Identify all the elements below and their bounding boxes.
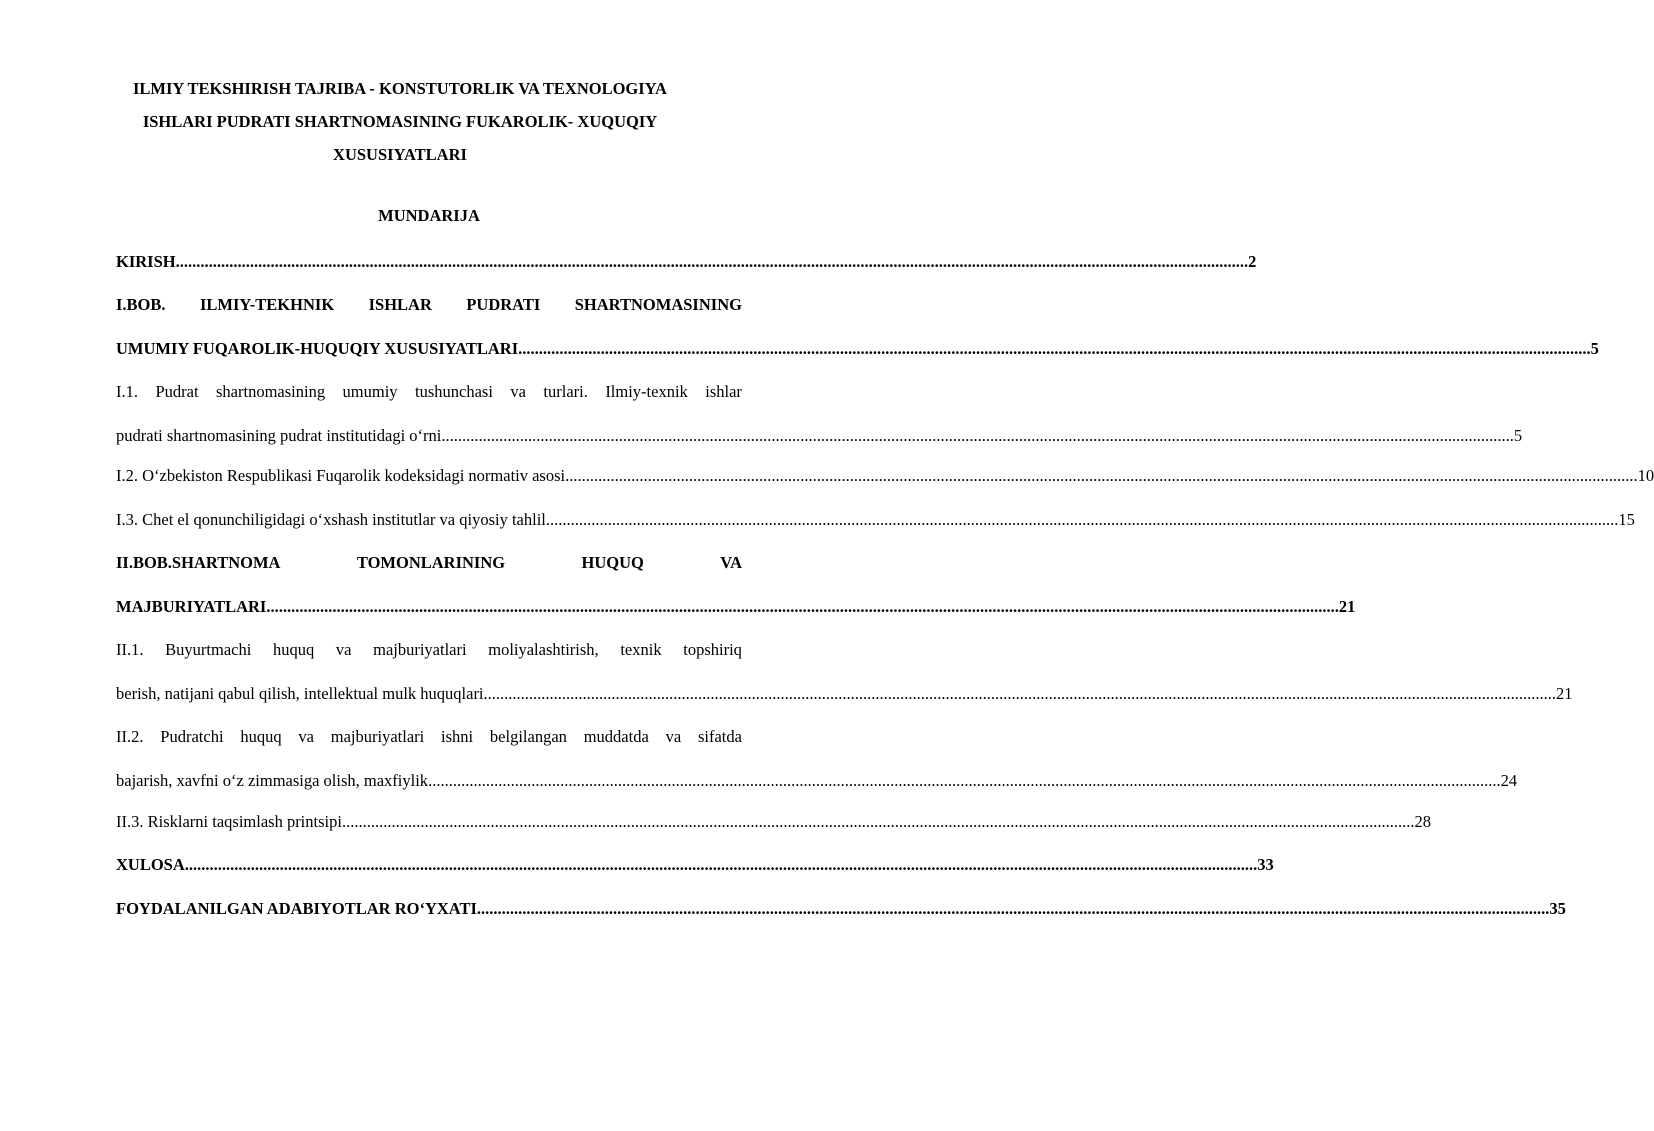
- word: majburiyatlari: [373, 640, 467, 659]
- word: va: [665, 727, 682, 746]
- dot-leader: [565, 454, 1638, 498]
- word: ILMIY-TEKHNIK: [199, 295, 335, 314]
- toc-entry-references[interactable]: [116, 887, 1566, 931]
- toc-page-number: 5: [1513, 426, 1523, 445]
- word: huquq: [240, 727, 282, 746]
- word: huquq: [272, 640, 315, 659]
- word: Ilmiy-texnik: [605, 382, 688, 401]
- word: belgilangan: [489, 727, 567, 746]
- word: ishlar: [705, 382, 742, 401]
- toc-page-number: 21: [1556, 684, 1573, 703]
- title-line-1: ILMIY TEKSHIRISH TAJRIBA - KONSTUTORLIK VA TEXNOLOGIYA: [133, 79, 667, 98]
- dot-leader: [428, 759, 1501, 803]
- toc-entry-label: KIRISH: [116, 252, 176, 271]
- word: va: [510, 382, 526, 401]
- toc-entry-section-2-1[interactable]: [116, 628, 1573, 716]
- dot-leader: [477, 887, 1550, 931]
- toc-entry-kirish[interactable]: [116, 240, 1257, 284]
- toc-entry-line-1: [116, 628, 742, 672]
- toc-entry-line-1: [116, 715, 742, 759]
- toc-page-number: 24: [1500, 771, 1518, 790]
- title-line-2: ISHLARI PUDRATI SHARTNOMASINING FUKAROLIK- XUQUQIY: [142, 112, 658, 131]
- toc-entry-section-2-2[interactable]: [116, 715, 1518, 803]
- word: muddatda: [583, 727, 649, 746]
- word: II.BOB.SHARTNOMA: [116, 553, 281, 572]
- toc-entry-label: UMUMIY FUQAROLIK-HUQUQIY XUSUSIYATLARI: [116, 339, 519, 358]
- toc-entry-chapter-2[interactable]: [116, 541, 1356, 629]
- toc-entry-label: berish, natijani qabul qilish, intellektual mulk huquqlari: [116, 684, 484, 703]
- word: II.2.: [116, 727, 144, 746]
- toc-page-number: 33: [1257, 855, 1274, 874]
- toc-page-number: 35: [1549, 899, 1566, 918]
- toc-entry-line-1: [116, 370, 742, 414]
- toc-entry-label: MAJBURIYATLARI: [116, 597, 267, 616]
- toc-page-number: 21: [1338, 597, 1356, 616]
- word: umumiy: [342, 382, 398, 401]
- toc-entry-label: I.3. Chet el qonunchiligidagi o‘xshash institutlar va qiyosiy tahlil: [116, 510, 546, 529]
- toc-page-number: 2: [1248, 252, 1257, 271]
- word: Buyurtmachi: [165, 640, 252, 659]
- title-line-3: XUSUSIYATLARI: [333, 145, 467, 164]
- word: I.1.: [116, 382, 138, 401]
- word: SHARTNOMASINING: [574, 295, 742, 314]
- document-title: [100, 72, 700, 171]
- dot-leader: [342, 800, 1415, 844]
- toc-entry-section-2-3[interactable]: [116, 800, 1431, 844]
- dot-leader: [266, 585, 1339, 629]
- toc-entry-label: bajarish, xavfni o‘z zimmasiga olish, maxfiylik: [116, 771, 429, 790]
- word: Pudratchi: [160, 727, 224, 746]
- word: I.BOB.: [116, 295, 166, 314]
- dot-leader: [176, 240, 1249, 284]
- toc-page-number: 5: [1590, 339, 1599, 358]
- dot-leader: [546, 498, 1619, 542]
- dot-leader: [484, 672, 1557, 716]
- toc-page-number: 15: [1618, 510, 1635, 529]
- toc-page-number: 28: [1414, 812, 1431, 831]
- toc-entry-xulosa[interactable]: [116, 843, 1274, 887]
- word: va: [335, 640, 352, 659]
- word: VA: [720, 553, 742, 572]
- word: topshiriq: [683, 640, 742, 659]
- word: sifatda: [697, 727, 742, 746]
- toc-entry-label: XULOSA: [116, 855, 185, 874]
- toc-entry-line-1: [116, 541, 742, 585]
- word: TOMONLARINING: [356, 553, 506, 572]
- word: II.1.: [116, 640, 144, 659]
- toc-page-number: 10: [1637, 466, 1654, 485]
- word: PUDRATI: [466, 295, 541, 314]
- word: moliyalashtirish,: [488, 640, 599, 659]
- word: majburiyatlari: [330, 727, 425, 746]
- word: texnik: [620, 640, 662, 659]
- dot-leader: [518, 327, 1591, 371]
- word: va: [298, 727, 314, 746]
- toc-entry-chapter-1[interactable]: [116, 283, 1599, 371]
- word: ishni: [441, 727, 474, 746]
- dot-leader: [441, 414, 1514, 458]
- toc-entry-label: II.3. Risklarni taqsimlash printsipi: [116, 812, 342, 831]
- toc-entry-label: FOYDALANILGAN ADABIYOTLAR RO‘YXATI: [116, 899, 477, 918]
- word: tushunchasi: [415, 382, 493, 401]
- word: HUQUQ: [581, 553, 644, 572]
- toc-entry-line-1: [116, 283, 742, 327]
- contents-heading: MUNDARIJA: [378, 206, 480, 225]
- word: turlari.: [543, 382, 588, 401]
- toc-entry-section-1-1[interactable]: [116, 370, 1523, 458]
- word: shartnomasining: [216, 382, 326, 401]
- toc-entry-label: I.2. O‘zbekiston Respublikasi Fuqarolik kodeksidagi normativ asosi: [116, 466, 566, 485]
- dot-leader: [185, 843, 1258, 887]
- word: Pudrat: [155, 382, 199, 401]
- toc-entry-section-1-2[interactable]: [116, 454, 1654, 498]
- toc-entry-label: pudrati shartnomasining pudrat institutidagi o‘rni: [116, 426, 442, 445]
- word: ISHLAR: [368, 295, 432, 314]
- toc-entry-section-1-3[interactable]: [116, 498, 1635, 542]
